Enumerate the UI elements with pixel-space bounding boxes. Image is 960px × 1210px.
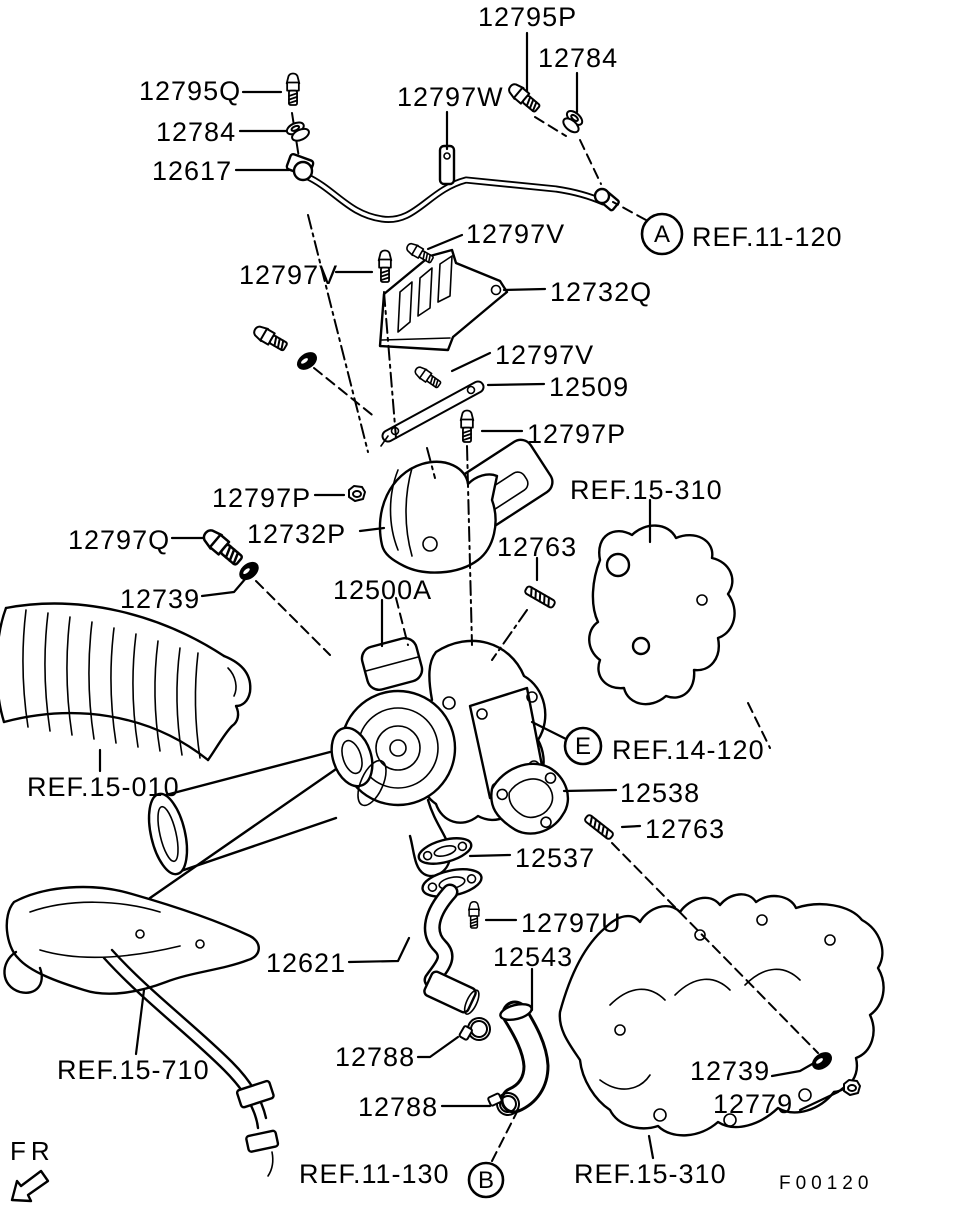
leader-12537 <box>470 855 510 856</box>
bolt-icon <box>506 81 542 114</box>
fr-arrow-icon <box>12 1171 48 1201</box>
part-label-12797W-top: 12797W <box>397 82 504 112</box>
part-label-12788-lower: 12788 <box>358 1092 439 1122</box>
part-label-REF.15-310-top: REF.15-310 <box>570 475 723 505</box>
callout-A <box>642 214 682 254</box>
air-hose-ref-15-010-drawing <box>0 604 250 760</box>
nut-icon <box>844 1080 860 1095</box>
part-label-12795Q: 12795Q <box>139 76 242 106</box>
part-label-12784-left: 12784 <box>156 117 237 147</box>
leader-12509 <box>488 384 544 385</box>
fr-orientation-label: FR <box>10 1136 55 1166</box>
leader-12538 <box>564 790 616 791</box>
part-label-12784-top: 12784 <box>538 43 619 73</box>
part-label-12732P: 12732P <box>247 519 347 549</box>
clamp-icon <box>455 1015 493 1047</box>
leader-12797V-top <box>428 235 462 249</box>
bolt-icon <box>252 323 289 353</box>
part-label-12763-top: 12763 <box>497 532 578 562</box>
part-label-12797V-top: 12797V <box>466 219 566 249</box>
part-label-12543: 12543 <box>493 942 574 972</box>
leader-REF.15-310-bottom <box>649 1136 653 1158</box>
part-label-12732Q: 12732Q <box>550 277 653 307</box>
leader-12621 <box>349 938 409 962</box>
leader-12797V-mid <box>452 353 490 371</box>
heat-shield-ref-15-710-drawing <box>4 887 278 1176</box>
part-label-REF.14-120: REF.14-120 <box>612 735 765 765</box>
bracket-12732Q-drawing <box>380 250 507 350</box>
part-label-12795P: 12795P <box>478 2 578 32</box>
leader-12788-upper <box>418 1037 458 1057</box>
part-label-12788-upper: 12788 <box>335 1042 416 1072</box>
water-hose-12543-drawing <box>499 1001 536 1100</box>
bolt-icon <box>405 241 435 265</box>
part-label-12509: 12509 <box>549 372 630 402</box>
washer-icon <box>285 119 311 144</box>
nut-icon <box>349 486 365 501</box>
svg-text:E: E <box>574 733 592 760</box>
figure-code: F00120 <box>779 1173 874 1194</box>
part-label-12797V-mid: 12797V <box>495 340 595 370</box>
stud-icon <box>524 586 556 609</box>
grommet-icon <box>237 560 261 583</box>
part-label-12739-left: 12739 <box>120 584 201 614</box>
callout-E <box>565 728 601 764</box>
part-label-12763-bottom: 12763 <box>645 814 726 844</box>
leader-12763-bottom <box>622 826 640 827</box>
svg-text:A: A <box>653 221 671 248</box>
part-label-12797Q: 12797Q <box>68 525 171 555</box>
part-label-12797P-right: 12797P <box>527 419 627 449</box>
part-label-REF.15-710: REF.15-710 <box>57 1055 210 1085</box>
part-label-12538: 12538 <box>620 778 701 808</box>
part-label-REF.15-010: REF.15-010 <box>27 772 180 802</box>
bolt-icon <box>287 74 300 106</box>
svg-text:B: B <box>477 1167 495 1194</box>
washer-icon <box>559 108 586 135</box>
leader-REF.15-710 <box>136 990 144 1054</box>
part-label-12797V-left: 12797V <box>239 260 339 290</box>
part-label-REF.15-310-bottom: REF.15-310 <box>574 1159 727 1189</box>
bolt-icon <box>469 902 480 928</box>
leader-callout-A <box>613 202 646 220</box>
part-label-REF.11-130: REF.11-130 <box>299 1159 450 1189</box>
part-label-12779: 12779 <box>713 1089 794 1119</box>
bolt-icon <box>461 411 474 443</box>
part-label-12537: 12537 <box>515 843 596 873</box>
oil-feed-pipe-drawing <box>286 146 620 219</box>
part-label-12617: 12617 <box>152 156 233 186</box>
leader-12732Q <box>504 289 545 290</box>
flange-ref-15-310-top-drawing <box>589 526 770 748</box>
stud-icon <box>584 814 614 840</box>
part-label-12797P-left: 12797P <box>212 483 312 513</box>
part-label-12500A: 12500A <box>333 575 433 605</box>
part-label-12797U: 12797U <box>521 908 622 938</box>
bolt-icon <box>413 365 442 390</box>
bolt-icon <box>379 251 392 283</box>
part-label-12621: 12621 <box>266 948 347 978</box>
part-label-REF.11-120: REF.11-120 <box>692 222 843 252</box>
callout-B <box>469 1163 503 1197</box>
bolt-icon <box>200 526 245 568</box>
leader-12739-left <box>202 578 246 596</box>
part-label-12739-right: 12739 <box>690 1056 771 1086</box>
turbocharger-12500A-drawing <box>325 636 546 877</box>
